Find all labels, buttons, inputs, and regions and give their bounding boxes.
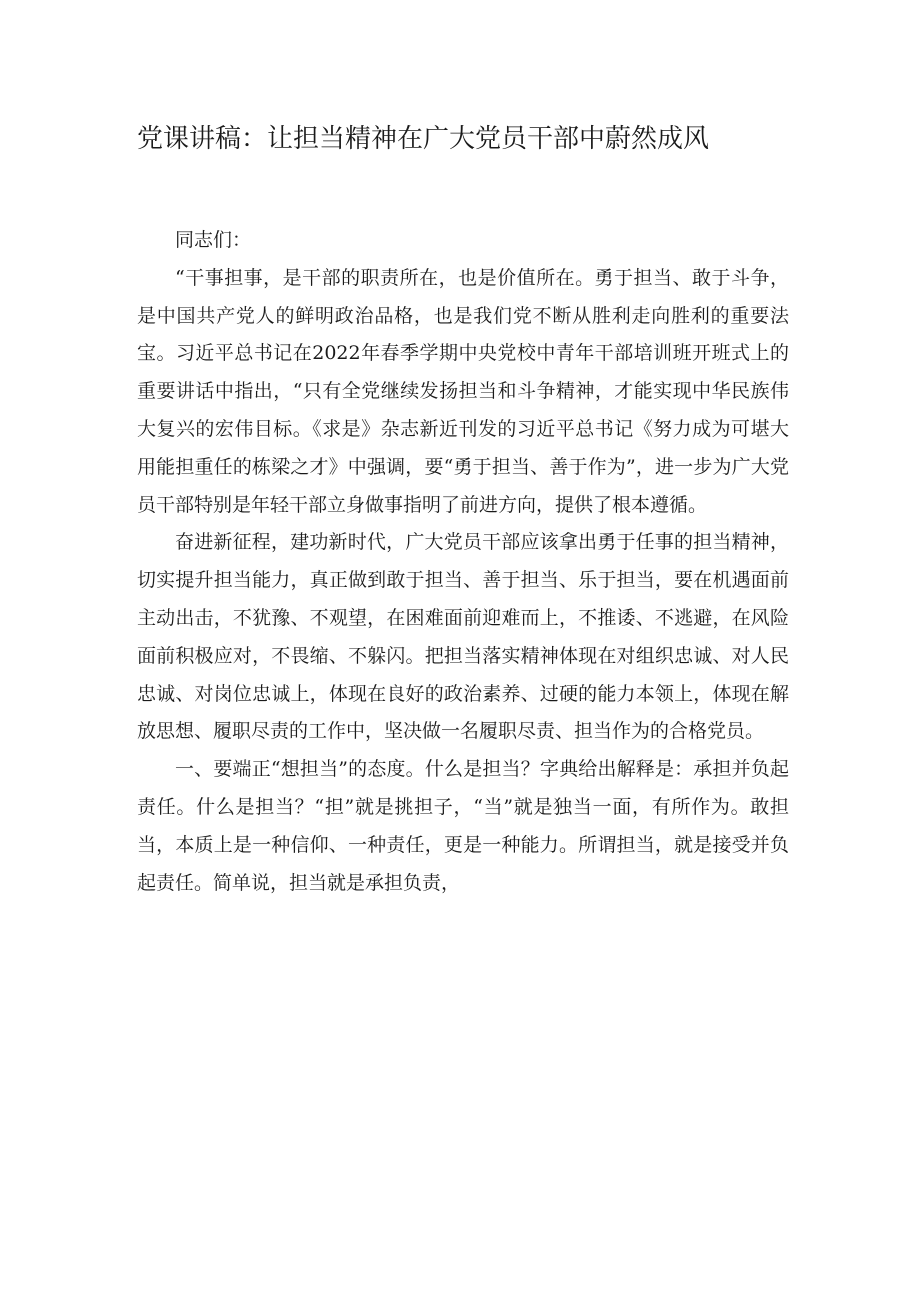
paragraph-new-era: 奋进新征程，建功新时代，广大党员干部应该拿出勇于任事的担当精神，切实提升担当能力，真正做到敢于担当、善于担当、乐于担当，要在机遇面前主动出击，不犹豫、不观望，在困难面前迎难而上，不推诿、不逃避，在风险面前积极应对，不畏缩、不躲闪。把担当落实精神体现在对组织忠诚、对人民忠诚、对岗位忠诚上，体现在良好的政治素养、过硬的能力本领上，体现在解放思想、履职尽责的工作中，坚决做一名履职尽责、担当作为的合格党员。 bbox=[137, 531, 789, 743]
paragraph-intro: “干事担事，是干部的职责所在，也是价值所在。勇于担当、敢于斗争，是中国共产党人的鲜明政治品格，也是我们党不断从胜利走向胜利的重要法宝。习近平总书记在2022年春季学期中央党校中青年干部培训班开班式上的重要讲话中指出，“只有全党继续发扬担当和斗争精神，才能实现中华民族伟大复兴的宏伟目标。《求是》杂志新近刊发的习近平总书记《努力成为可堪大用能担重任的栋梁之才》中强调，要“勇于担当、善于作为”，进一步为广大党员干部特别是年轻干部立身做事指明了前进方向，提供了根本遵循。 bbox=[137, 266, 789, 516]
paragraph-section-one: 一、要端正“想担当”的态度。什么是担当？字典给出解释是：承担并负起责任。什么是担当？“担”就是挑担子，“当”就是独当一面，有所作为。敢担当，本质上是一种信仰、一种责任，更是一种能力。所谓担当，就是接受并负起责任。简单说，担当就是承担负责， bbox=[137, 758, 789, 894]
document-title: 党课讲稿：让担当精神在广大党员干部中蔚然成风 bbox=[137, 124, 710, 154]
document-body bbox=[137, 222, 789, 902]
salutation: 同志们： bbox=[175, 229, 252, 251]
